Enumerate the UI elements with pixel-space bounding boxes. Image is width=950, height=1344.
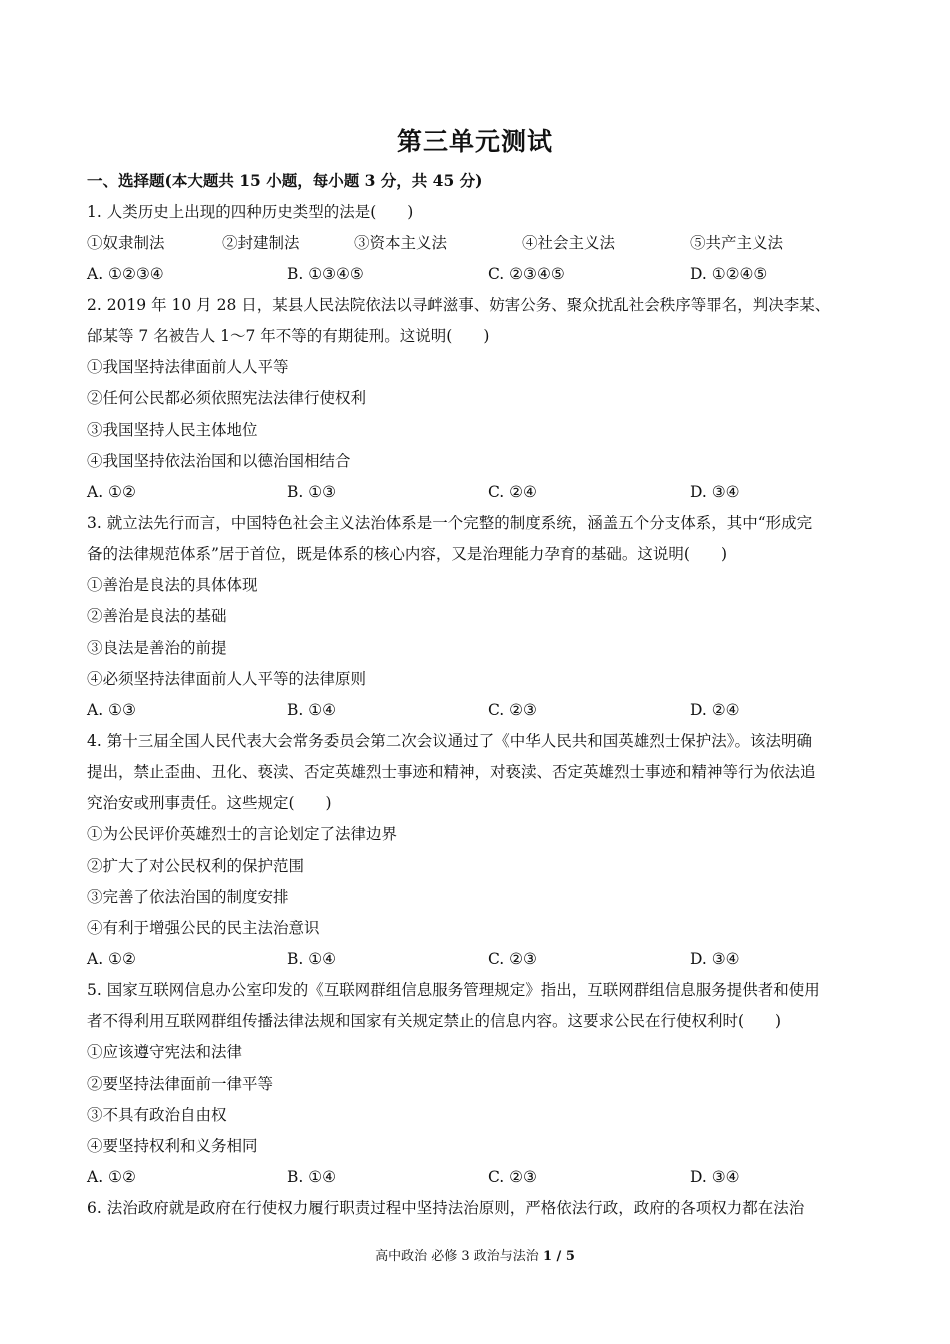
- q4-option-c: C. ②③: [488, 950, 537, 968]
- q3-item-4: ④必须坚持法律面前人人平等的法律原则: [87, 670, 367, 688]
- section-heading: 一、选择题(本大题共 15 小题，每小题 3 分，共 45 分): [87, 171, 483, 190]
- q1-item-2: ②封建制法: [222, 234, 300, 252]
- q2-option-b: B. ①③: [287, 483, 337, 501]
- q3-option-c: C. ②③: [488, 701, 537, 719]
- page-title: 第三单元测试: [396, 127, 553, 156]
- q4-option-a: A. ①②: [87, 950, 136, 968]
- q3-option-b: B. ①④: [287, 701, 337, 719]
- q5-stem-line-1: 5. 国家互联网信息办公室印发的《互联网群组信息服务管理规定》指出，互联网群组信息服务提供者和使用: [87, 981, 820, 999]
- q1-item-3: ③资本主义法: [354, 234, 448, 252]
- q4-option-b: B. ①④: [287, 950, 337, 968]
- q2-stem-line-1: 2. 2019 年 10 月 28 日，某县人民法院依法以寻衅滋事、妨害公务、聚众扰乱社会秩序等罪名，判决李某、: [87, 296, 831, 314]
- q5-option-a: A. ①②: [87, 1168, 136, 1186]
- q1-stem: 1. 人类历史上出现的四种历史类型的法是( ): [87, 203, 414, 221]
- q4-item-1: ①为公民评价英雄烈士的言论划定了法律边界: [87, 825, 398, 843]
- q1-item-5: ⑤共产主义法: [690, 234, 784, 252]
- q1-option-b: B. ①③④⑤: [287, 265, 364, 283]
- q1-option-c: C. ②③④⑤: [488, 265, 565, 283]
- q4-stem-line-1: 4. 第十三届全国人民代表大会常务委员会第二次会议通过了《中华人民共和国英雄烈士保护法》。该法明确: [87, 732, 812, 750]
- q3-stem-line-2: 备的法律规范体系”居于首位，既是体系的核心内容，又是治理能力孕育的基础。这说明( ): [87, 545, 728, 563]
- q2-option-a: A. ①②: [87, 483, 136, 501]
- q5-option-d: D. ③④: [690, 1168, 740, 1186]
- q3-stem-line-1: 3. 就立法先行而言，中国特色社会主义法治体系是一个完整的制度系统，涵盖五个分支体系，其中“形成完: [87, 514, 813, 532]
- q2-item-4: ④我国坚持依法治国和以德治国相结合: [87, 452, 351, 470]
- q3-option-d: D. ②④: [690, 701, 740, 719]
- q5-option-b: B. ①④: [287, 1168, 337, 1186]
- q4-option-d: D. ③④: [690, 950, 740, 968]
- q2-item-1: ①我国坚持法律面前人人平等: [87, 358, 289, 376]
- q2-option-d: D. ③④: [690, 483, 740, 501]
- q2-item-2: ②任何公民都必须依照宪法法律行使权利: [87, 389, 367, 407]
- q4-item-2: ②扩大了对公民权利的保护范围: [87, 857, 305, 875]
- q4-item-3: ③完善了依法治国的制度安排: [87, 888, 289, 906]
- q5-item-2: ②要坚持法律面前一律平等: [87, 1075, 274, 1093]
- q5-option-c: C. ②③: [488, 1168, 537, 1186]
- footer-page-number: 1: [542, 1249, 552, 1264]
- q5-stem-line-2: 者不得利用互联网群组传播法律法规和国家有关规定禁止的信息内容。这要求公民在行使权利时( ): [87, 1012, 782, 1030]
- q1-option-a: A. ①②③④: [87, 265, 164, 283]
- q3-item-2: ②善治是良法的基础: [87, 607, 227, 625]
- q1-option-d: D. ①②④⑤: [690, 265, 768, 283]
- footer-separator: /: [552, 1249, 566, 1264]
- q3-item-1: ①善治是良法的具体体现: [87, 576, 258, 594]
- q2-option-c: C. ②④: [488, 483, 537, 501]
- q5-item-4: ④要坚持权利和义务相同: [87, 1137, 258, 1155]
- q2-item-3: ③我国坚持人民主体地位: [87, 421, 258, 439]
- q5-item-1: ①应该遵守宪法和法律: [87, 1043, 243, 1061]
- footer-text: 高中政治 必修 3 政治与法治: [375, 1249, 543, 1264]
- q4-item-4: ④有利于增强公民的民主法治意识: [87, 919, 320, 937]
- q4-stem-line-3: 究治安或刑事责任。这些规定( ): [87, 794, 332, 812]
- q1-item-1: ①奴隶制法: [87, 234, 165, 252]
- q5-item-3: ③不具有政治自由权: [87, 1106, 227, 1124]
- q1-item-4: ④社会主义法: [522, 234, 616, 252]
- q3-option-a: A. ①③: [87, 701, 136, 719]
- footer-page-total: 5: [565, 1249, 575, 1264]
- q2-stem-line-2: 邰某等 7 名被告人 1～7 年不等的有期徒刑。这说明( ): [87, 327, 490, 345]
- q3-item-3: ③良法是善治的前提: [87, 639, 227, 657]
- q6-stem-line-1: 6. 法治政府就是政府在行使权力履行职责过程中坚持法治原则，严格依法行政，政府的各项权力都在法治: [87, 1199, 805, 1217]
- q4-stem-line-2: 提出，禁止歪曲、丑化、亵渎、否定英雄烈士事迹和精神，对亵渎、否定英雄烈士事迹和精神等行为依法追: [87, 763, 816, 781]
- page-footer: [0, 1245, 950, 1264]
